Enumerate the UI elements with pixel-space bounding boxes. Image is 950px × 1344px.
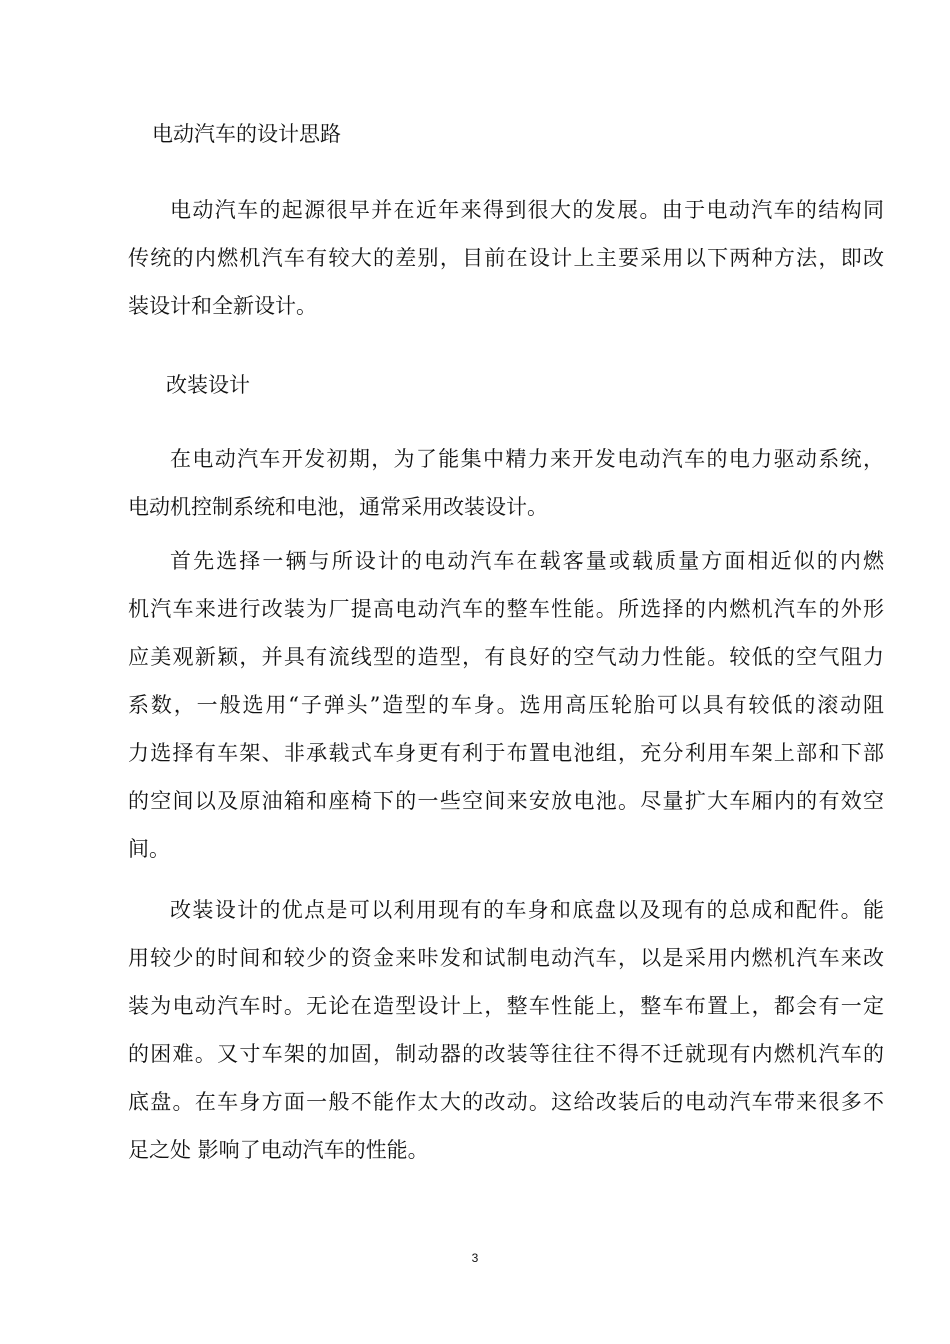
paragraph-1	[128, 435, 884, 531]
paragraph-line: 应美观新颖，并具有流线型的造型，有良好的空气动力性能。较低的空气阻力	[128, 645, 884, 669]
paragraph-line: 用较少的时间和较少的资金来咔发和试制电动汽车，以是采用内燃机汽车来改	[128, 946, 884, 970]
paragraph-line: 改装设计的优点是可以利用现有的车身和底盘以及现有的总成和配件。能	[170, 898, 884, 922]
paragraph-line: 装为电动汽车时。无论在造型设计上，整车性能上，整车布置上，都会有一定	[128, 994, 884, 1018]
paragraph-line: 底盘。在车身方面一般不能作太大的改动。这给改装后的电动汽车带来很多不	[128, 1090, 884, 1114]
section-heading: 改装设计	[166, 373, 250, 397]
document-title: 电动汽车的设计思路	[152, 122, 341, 146]
paragraph-line: 力选择有车架、非承载式车身更有利于布置电池组，充分利用车架上部和下部	[128, 741, 884, 765]
paragraph-line: 装设计和全新设计。	[128, 294, 317, 318]
paragraph-line: 的空间以及原油箱和座椅下的一些空间来安放电池。尽量扩大车厢内的有效空	[128, 789, 884, 813]
paragraph-line: 传统的内燃机汽车有较大的差别，目前在设计上主要采用以下两种方法，即改	[128, 246, 884, 270]
paragraph-2	[128, 537, 884, 873]
paragraph-line: 足之处 影响了电动汽车的性能。	[128, 1138, 429, 1162]
paragraph-line: 系数，一般选用“子弹头”造型的车身。选用高压轮胎可以具有较低的滚动阻	[128, 693, 884, 717]
intro-paragraph	[128, 186, 884, 330]
paragraph-line: 首先选择一辆与所设计的电动汽车在载客量或载质量方面相近似的内燃	[170, 549, 884, 573]
paragraph-line: 的困难。又寸车架的加固，制动器的改装等往往不得不迁就现有内燃机汽车的	[128, 1042, 884, 1066]
paragraph-line: 电动汽车的起源很早并在近年来得到很大的发展。由于电动汽车的结构同	[170, 198, 884, 222]
page-number: 3	[471, 1251, 479, 1265]
paragraph-3	[128, 886, 884, 1174]
paragraph-line: 在电动汽车开发初期，为了能集中精力来开发电动汽车的电力驱动系统，	[170, 447, 884, 471]
paragraph-line: 间。	[128, 837, 170, 861]
paragraph-line: 电动机控制系统和电池，通常采用改装设计。	[128, 495, 548, 519]
paragraph-line: 机汽车来进行改装为厂提高电动汽车的整车性能。所选择的内燃机汽车的外形	[128, 597, 884, 621]
